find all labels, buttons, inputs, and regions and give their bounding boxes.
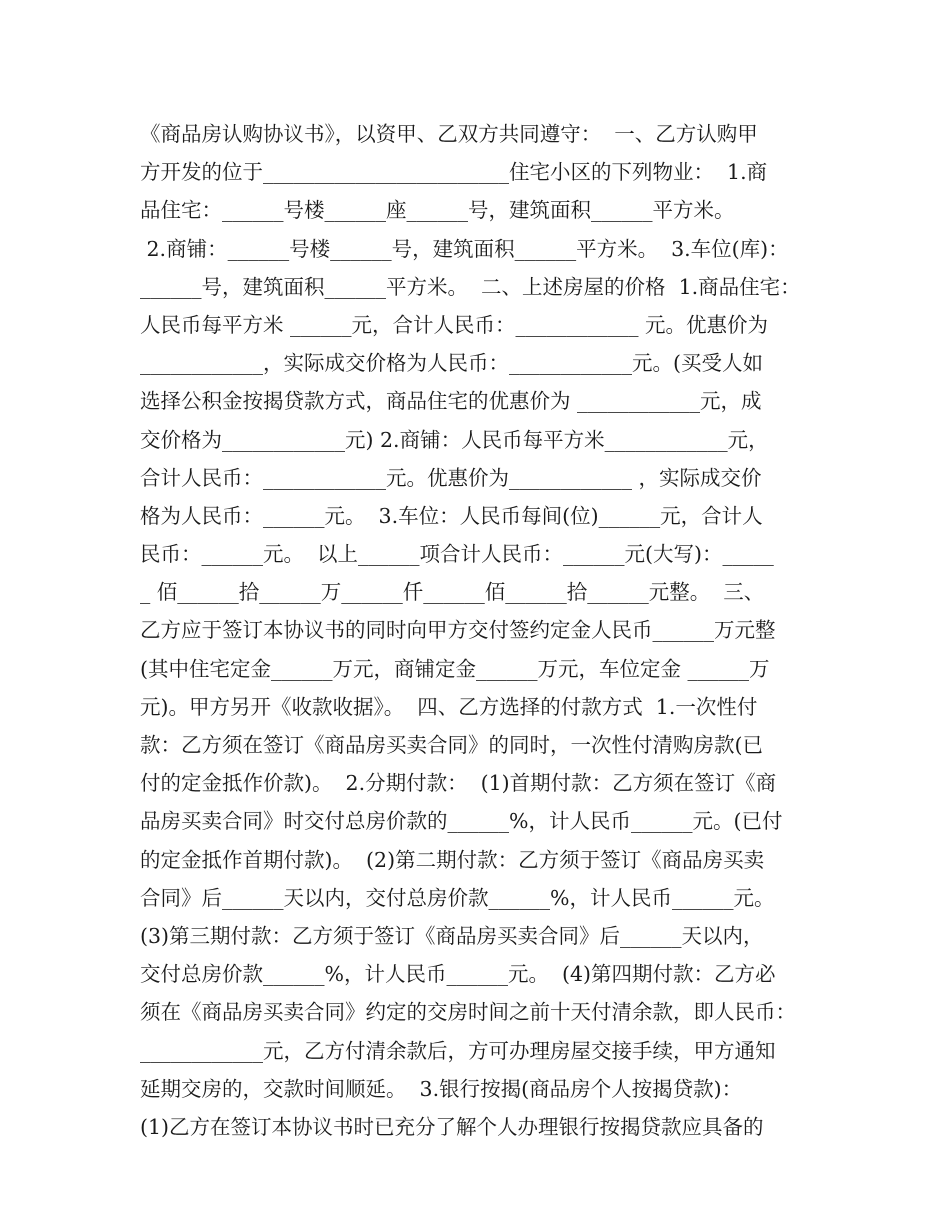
text-line: ____________，实际成交价格为人民币：____________元。(买受人如 (140, 351, 763, 376)
text-line: 品房买卖合同》时交付总房价款的______%，计人民币______元。(已付 (140, 809, 783, 834)
text-line: 格为人民币：______元。 3.车位：人民币每间(位)______元，合计人 (140, 503, 763, 528)
text-line: _ 佰______拾______万______仟______佰______拾______元整。 三、 (140, 580, 765, 605)
text-line: 民币：______元。 以上______项合计人民币：______元(大写)：_____ (140, 542, 774, 567)
text-line: 2.商铺：______号楼______号，建筑面积______平方米。 3.车位(库)： (140, 236, 789, 261)
text-line: 付的定金抵作价款)。 2.分期付款： (1)首期付款：乙方须在签订《商 (140, 771, 777, 796)
text-line: (3)第三期付款：乙方须于签订《商品房买卖合同》后______天以内， (140, 923, 764, 948)
text-line: ____________元，乙方付清余款后，方可办理房屋交接手续，甲方通知 (140, 1038, 776, 1063)
text-line: 品住宅：______号楼______座______号，建筑面积______平方米。 (140, 198, 735, 223)
text-line: 交付总房价款______%，计人民币______元。 (4)第四期付款：乙方必 (140, 962, 776, 987)
text-line: 人民币每平方米 ______元，合计人民币：____________ 元。优惠价为 (140, 312, 769, 337)
text-line: 方开发的位于________________________住宅小区的下列物业： 1.商 (140, 160, 768, 185)
text-line: 合计人民币：____________元。优惠价为____________ ，实际成交价 (140, 465, 762, 490)
text-line: 交价格为____________元) 2.商铺：人民币每平方米____________元， (140, 427, 769, 452)
agreement-body-text (140, 115, 830, 1146)
text-line: 延期交房的，交款时间顺延。 3.银行按揭(商品房个人按揭贷款)： (140, 1076, 743, 1101)
text-line: 《商品房认购协议书》，以资甲、乙双方共同遵守： 一、乙方认购甲 (140, 122, 758, 146)
text-line: ______号，建筑面积______平方米。 二、上述房屋的价格 1.商品住宅： (140, 274, 801, 299)
text-line: 合同》后______天以内，交付总房价款______%，计人民币______元。 (140, 885, 775, 910)
text-line: 乙方应于签订本协议书的同时向甲方交付签约定金人民币______万元整 (140, 618, 776, 643)
text-line: 元)。甲方另开《收款收据》。 四、乙方选择的付款方式 1.一次性付 (140, 694, 758, 719)
text-line: 款：乙方须在签订《商品房买卖合同》的同时，一次性付清购房款(已 (140, 733, 763, 757)
text-line: (1)乙方在签订本协议书时已充分了解个人办理银行按揭贷款应具备的 (140, 1114, 764, 1139)
text-line: 选择公积金按揭贷款方式，商品住宅的优惠价为 ____________元，成 (140, 389, 762, 414)
text-line: (其中住宅定金______万元，商铺定金______万元，车位定金 ______万 (140, 656, 770, 681)
text-line: 的定金抵作首期付款)。 (2)第二期付款：乙方须于签订《商品房买卖 (140, 847, 765, 872)
text-line: 须在《商品房买卖合同》约定的交房时间之前十天付清余款，即人民币： (140, 1000, 796, 1025)
